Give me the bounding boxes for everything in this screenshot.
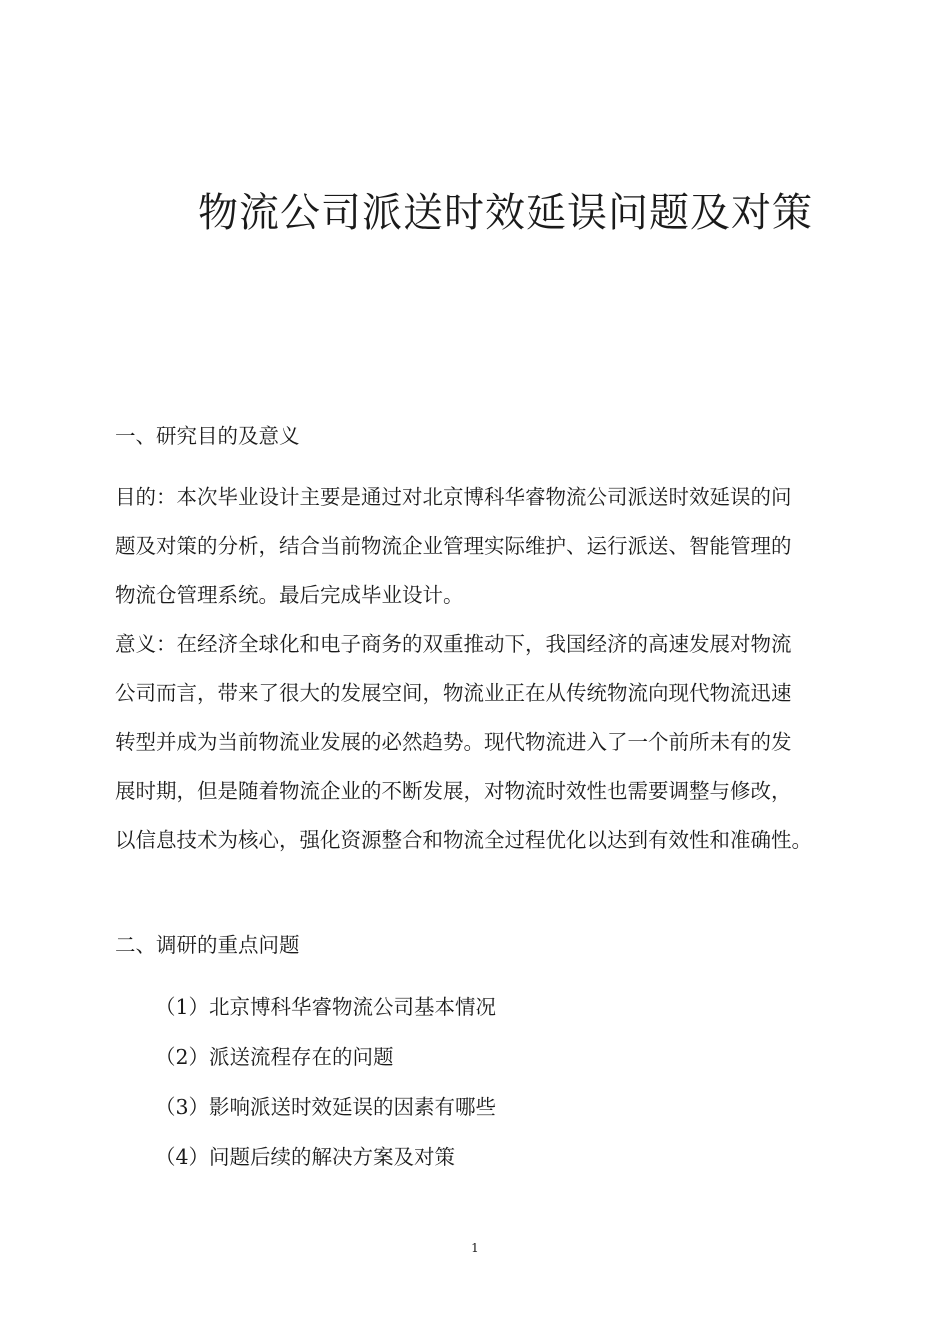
list-item: （1）北京博科华睿物流公司基本情况 [155, 995, 497, 1019]
paragraph-line: 展时期，但是随着物流企业的不断发展，对物流时效性也需要调整与修改， [115, 779, 792, 803]
list-item: （2）派送流程存在的问题 [155, 1045, 394, 1069]
page-number: 1 [471, 1241, 479, 1255]
section-heading-purpose: 一、研究目的及意义 [115, 424, 300, 448]
list-item: （4）问题后续的解决方案及对策 [155, 1145, 456, 1169]
paragraph-line: 意义：在经济全球化和电子商务的双重推动下，我国经济的高速发展对物流 [115, 632, 792, 656]
paragraph-line: 公司而言，带来了很大的发展空间，物流业正在从传统物流向现代物流迅速 [115, 681, 792, 705]
paragraph-line: 转型并成为当前物流业发展的必然趋势。现代物流进入了一个前所未有的发 [115, 730, 792, 754]
purpose-paragraph [115, 482, 792, 629]
key-issues-list [155, 992, 496, 1192]
document-title: 物流公司派送时效延误问题及对策 [198, 189, 813, 236]
section-heading-key-issues: 二、调研的重点问题 [115, 933, 300, 957]
paragraph-line: 以信息技术为核心，强化资源整合和物流全过程优化以达到有效性和准确性。 [115, 828, 812, 852]
meaning-paragraph [115, 629, 812, 874]
paragraph-line: 目的：本次毕业设计主要是通过对北京博科华睿物流公司派送时效延误的问 [115, 485, 792, 509]
list-item: （3）影响派送时效延误的因素有哪些 [155, 1095, 497, 1119]
paragraph-line: 物流仓管理系统。最后完成毕业设计。 [115, 583, 464, 607]
paragraph-line: 题及对策的分析，结合当前物流企业管理实际维护、运行派送、智能管理的 [115, 534, 792, 558]
